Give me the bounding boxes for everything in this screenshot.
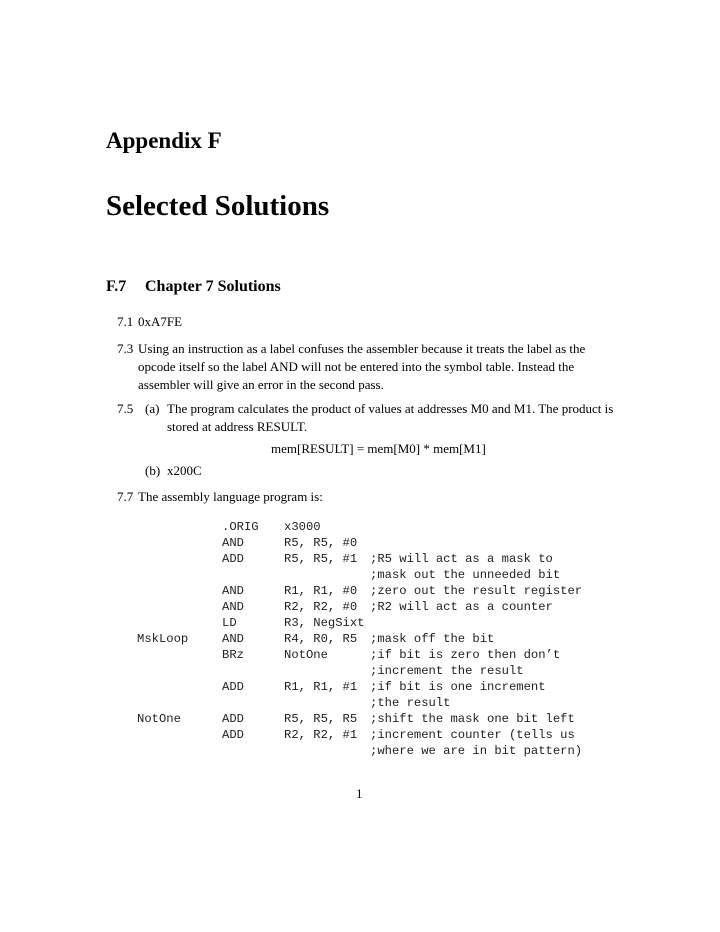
code-args: x3000: [284, 520, 321, 534]
code-comment: ;increment counter (tells us: [370, 728, 575, 742]
page-number: 1: [356, 786, 363, 801]
code-op: ADD: [222, 728, 244, 742]
code-comment: ;mask out the unneeded bit: [370, 568, 561, 582]
code-op: AND: [222, 536, 244, 550]
code-args: R3, NegSixt: [284, 616, 365, 630]
code-args: R1, R1, #1: [284, 680, 358, 694]
code-comment: ;R5 will act as a mask to: [370, 552, 553, 566]
code-args: R5, R5, #1: [284, 552, 358, 566]
code-comment: ;zero out the result register: [370, 584, 583, 598]
problem-number-7-5: 7.5: [117, 401, 134, 416]
answer-7-1: 0xA7FE: [138, 314, 183, 329]
equation: mem[RESULT] = mem[M0] * mem[M1]: [271, 441, 486, 456]
code-op: AND: [222, 584, 244, 598]
code-op: ADD: [222, 680, 244, 694]
answer-7-3: Using an instruction as a label confuses the assembler because it treats the label as the opcode itself so the label AND will not be entered into the symbol table. Instead the assembler will give an error in the second pass.: [138, 341, 586, 392]
code-args: R1, R1, #0: [284, 584, 358, 598]
part-a-label: (a): [145, 401, 160, 416]
code-comment: ;shift the mask one bit left: [370, 712, 575, 726]
section-title: Chapter 7 Solutions: [145, 278, 281, 295]
code-op: AND: [222, 632, 244, 646]
code-args: NotOne: [284, 648, 328, 662]
code-args: R2, R2, #1: [284, 728, 358, 742]
section-number: F.7: [106, 278, 127, 295]
code-args: R5, R5, R5: [284, 712, 358, 726]
problem-number-7-1: 7.1: [117, 314, 134, 329]
problem-number-7-3: 7.3: [117, 341, 134, 356]
problem-number-7-7: 7.7: [117, 489, 134, 504]
answer-7-5-b: x200C: [167, 463, 202, 478]
code-comment: ;R2 will act as a counter: [370, 600, 553, 614]
code-op: ADD: [222, 712, 244, 726]
code-comment: ;the result: [370, 696, 451, 710]
answer-7-7-intro: The assembly language program is:: [138, 489, 323, 504]
code-comment: ;mask off the bit: [370, 632, 495, 646]
appendix-heading: Appendix F: [106, 128, 222, 153]
answer-7-5-a: The program calculates the product of values at addresses M0 and M1. The product is stored at address RESULT.: [167, 401, 614, 434]
code-op: BRz: [222, 648, 244, 662]
code-label: MskLoop: [137, 632, 189, 646]
code-comment: ;where we are in bit pattern): [370, 744, 583, 758]
part-b-label: (b): [145, 463, 161, 478]
code-comment: ;if bit is one increment: [370, 680, 546, 694]
chapter-title: Selected Solutions: [106, 190, 330, 222]
code-op: AND: [222, 600, 244, 614]
code-args: R2, R2, #0: [284, 600, 358, 614]
code-args: R5, R5, #0: [284, 536, 358, 550]
code-op: ADD: [222, 552, 244, 566]
code-comment: ;if bit is zero then don’t: [370, 648, 561, 662]
code-label: NotOne: [137, 712, 181, 726]
code-op: .ORIG: [222, 520, 259, 534]
code-op: LD: [222, 616, 237, 630]
code-args: R4, R0, R5: [284, 632, 358, 646]
code-comment: ;increment the result: [370, 664, 524, 678]
